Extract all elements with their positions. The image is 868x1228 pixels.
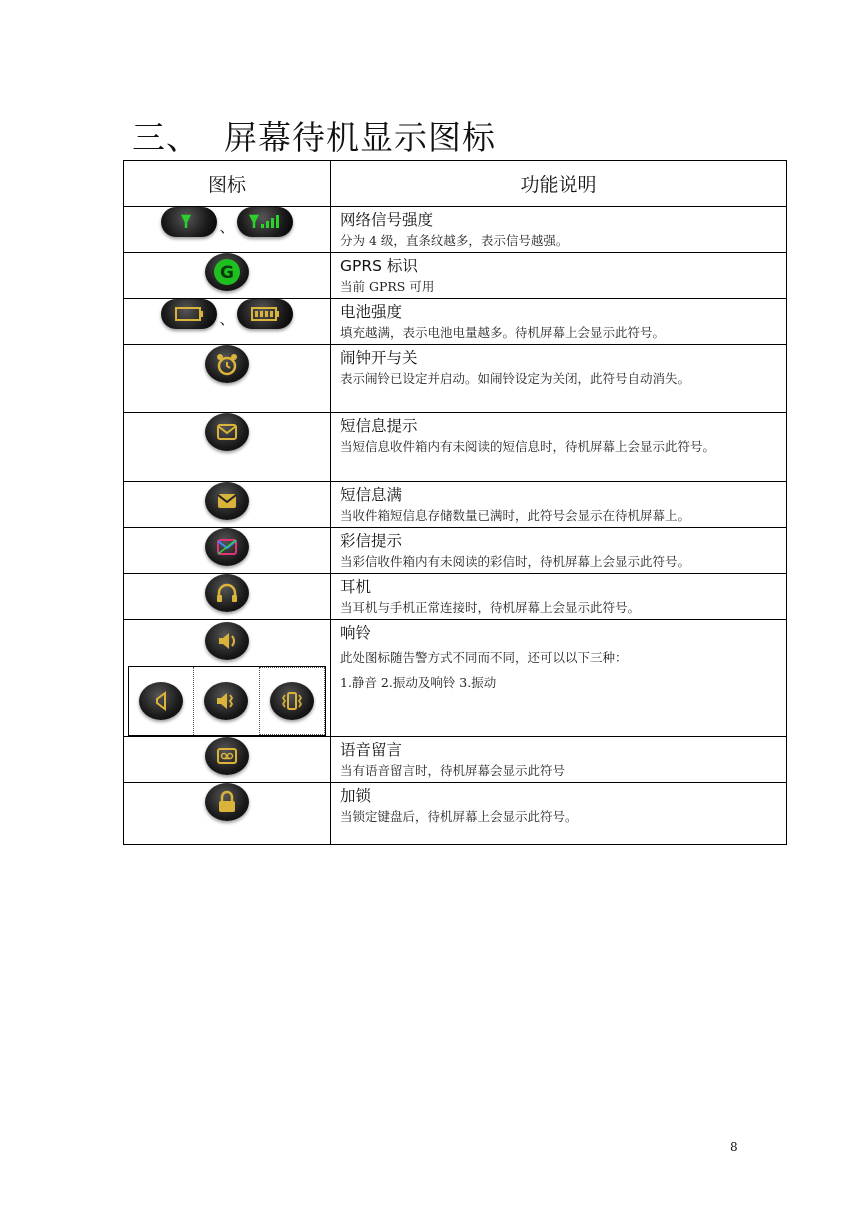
row-title: GPRS 标识 (340, 257, 418, 275)
row-description: 当耳机与手机正常连接时，待机屏幕上会显示此符号。 (340, 600, 641, 615)
row-title: 网络信号强度 (340, 211, 434, 229)
vibrate-icon (270, 682, 314, 720)
row-title: 加锁 (340, 787, 372, 805)
row-description: 当短信息收件箱内有未阅读的短信息时，待机屏幕上会显示此符号。 (340, 439, 716, 454)
header-icon: 图标 (124, 161, 331, 207)
lock-icon (205, 783, 249, 821)
row-description: 当锁定键盘后，待机屏幕上会显示此符号。 (340, 809, 578, 824)
silent-icon (139, 682, 183, 720)
row-description: 当彩信收件箱内有未阅读的彩信时，待机屏幕上会显示此符号。 (340, 554, 691, 569)
row-title: 电池强度 (340, 303, 403, 321)
row-title: 响铃 (340, 624, 372, 642)
row-title: 短信息提示 (340, 417, 418, 435)
signal-weak-icon (161, 207, 217, 237)
icon-separator: 、 (219, 310, 235, 328)
row-title: 语音留言 (340, 741, 403, 759)
battery-empty-icon (161, 299, 217, 329)
table-header-row (124, 161, 787, 207)
sms-full-icon (205, 482, 249, 520)
battery-full-icon (237, 299, 293, 329)
row-description: 当前 GPRS 可用 (340, 279, 435, 294)
voicemail-icon (205, 737, 249, 775)
icon-separator: 、 (219, 218, 235, 236)
section-heading (132, 112, 496, 159)
mms-icon (205, 528, 249, 566)
table-row (124, 574, 787, 620)
table-row (124, 345, 787, 413)
table-row (124, 737, 787, 783)
table-row (124, 620, 787, 737)
row-title: 耳机 (340, 578, 372, 596)
svg-text:G: G (220, 263, 234, 283)
row-description-modes: 1.静音 2.振动及响铃 3.振动 (340, 675, 497, 690)
table-row (124, 207, 787, 253)
row-description: 此处图标随告警方式不同而不同，还可以以下三种： (340, 650, 628, 665)
row-title: 闹钟开与关 (340, 349, 418, 367)
status-icons-table (123, 160, 787, 845)
row-description: 表示闹铃已设定并启动。如闹铃设定为关闭，此符号自动消失。 (340, 371, 691, 386)
row-description: 当有语音留言时，待机屏幕会显示此符号 (340, 763, 566, 778)
table-row (124, 299, 787, 345)
table-row (124, 482, 787, 528)
row-title: 短信息满 (340, 486, 403, 504)
row-title: 彩信提示 (340, 532, 403, 550)
ring-icon (205, 622, 249, 660)
section-title: 屏幕待机显示图标 (224, 118, 496, 157)
headset-icon (205, 574, 249, 612)
signal-full-icon (237, 207, 293, 237)
alarm-clock-icon (205, 345, 249, 383)
table-row (124, 413, 787, 482)
row-description: 分为 4 级，直条纹越多，表示信号越强。 (340, 233, 569, 248)
row-description: 当收件箱短信息存储数量已满时，此符号会显示在待机屏幕上。 (340, 508, 691, 523)
vibrate-ring-icon (204, 682, 248, 720)
table-row (124, 783, 787, 845)
sms-unread-icon (205, 413, 249, 451)
section-number: 三、 (132, 118, 200, 157)
table-row (124, 528, 787, 574)
row-description: 填充越满，表示电池电量越多。待机屏幕上会显示此符号。 (340, 325, 666, 340)
page-number: 8 (730, 1140, 738, 1154)
table-row (124, 253, 787, 299)
header-function: 功能说明 (331, 161, 787, 207)
gprs-icon (205, 253, 249, 291)
alert-mode-icons (128, 666, 326, 736)
